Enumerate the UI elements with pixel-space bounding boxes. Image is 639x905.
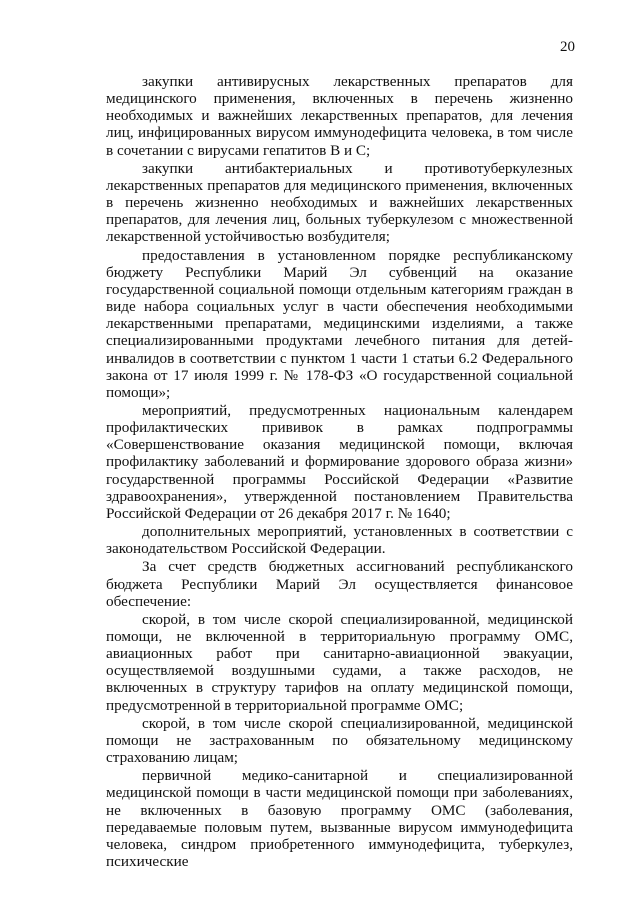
paragraph-regional-funding: За счет средств бюджетных ассигнований республиканского бюджета Республики Марий Эл осуществляется финансовое обеспечение: xyxy=(106,558,573,610)
paragraph-primary-specialized-care: первичной медико-санитарной и специализированной медицинской помощи в части медицинской помощи при заболеваниях, не включенных в базовую программу ОМС (заболевания, передаваемые половым путем, вызванные вирусом иммунодефицита человека, синдром приобретенного иммунодефицита, туберкулез, психические xyxy=(106,767,573,871)
document-body xyxy=(106,73,573,870)
paragraph-additional-measures: дополнительных мероприятий, установленных в соответствии с законодательством Российской Федерации. xyxy=(106,523,573,558)
paragraph-subventions: предоставления в установленном порядке республиканскому бюджету Республики Марий Эл субвенций на оказание государственной социальной помощи отдельным категориям граждан в виде набора социальных услуг в части обеспечения необходимыми лекарственными препаратами, медицинскими изделиями, а также специализированными продуктами лечебного питания для детей-инвалидов в соответствии с пунктом 1 части 1 статьи 6.2 Федерального закона от 17 июля 1999 г. № 178-ФЗ «О государственной социальной помощи»; xyxy=(106,246,573,401)
paragraph-antibacterial-procurement: закупки антибактериальных и противотуберкулезных лекарственных препаратов для медицинского применения, включенных в перечень жизненно необходимых и важнейших лекарственных препаратов, для лечения лиц, больных туберкулезом с множественной лекарственной устойчивостью возбудителя; xyxy=(106,159,573,246)
paragraph-antiviral-procurement: закупки антивирусных лекарственных препаратов для медицинского применения, включенных в перечень жизненно необходимых и важнейших лекарственных препаратов, для лечения лиц, инфицированных вирусом иммунодефицита человека, в том числе в сочетании с вирусами гепатитов В и С; xyxy=(106,73,573,159)
paragraph-uninsured-emergency-care: скорой, в том числе скорой специализированной, медицинской помощи не застрахованным по обязательному медицинскому страхованию лицам; xyxy=(106,714,573,767)
paragraph-emergency-care: скорой, в том числе скорой специализированной, медицинской помощи, не включенной в территориальную программу ОМС, авиационных работ при санитарно-авиационной эвакуации, осуществляемой воздушными судами, а также расходов, не включенных в структуру тарифов на оплату медицинской помощи, предусмотренной в территориальной программе ОМС; xyxy=(106,610,573,714)
page-number: 20 xyxy=(560,39,575,55)
paragraph-vaccination-measures: мероприятий, предусмотренных национальным календарем профилактических прививок в рамках подпрограммы «Совершенствование оказания медицинской помощи, включая профилактику заболеваний и формирование здорового образа жизни» государственной программы Российской Федерации «Развитие здравоохранения», утвержденной постановлением Правительства Российской Федерации от 26 декабря 2017 г. № 1640; xyxy=(106,401,573,522)
